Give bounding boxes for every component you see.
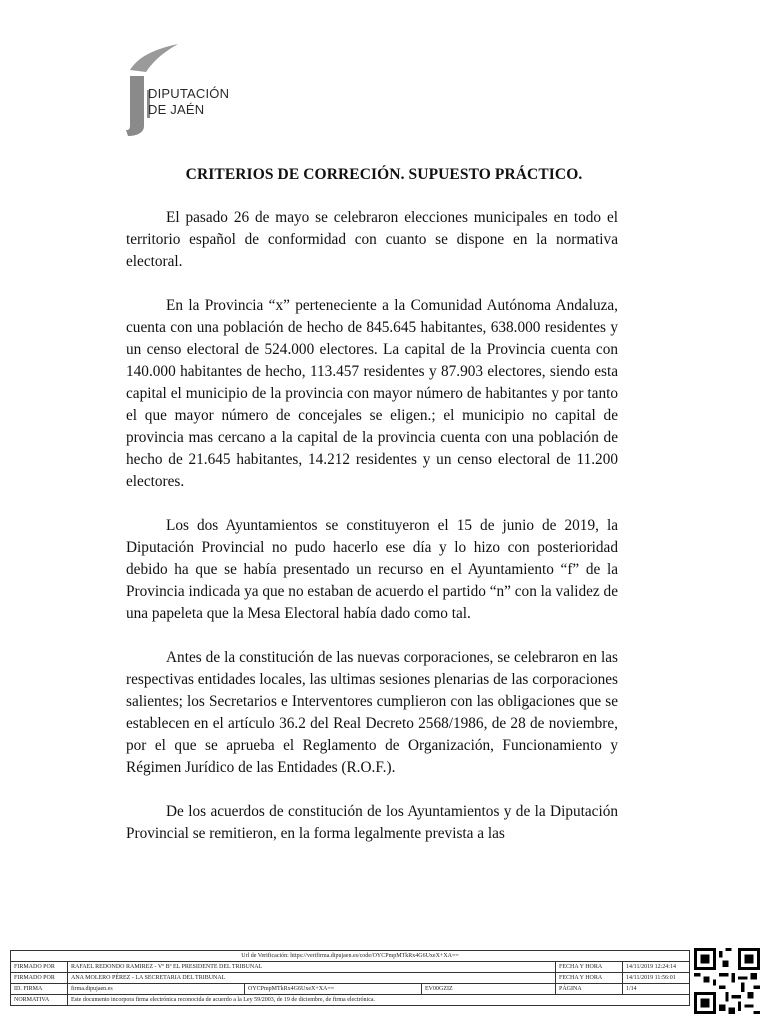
paragraph: Antes de la constitución de las nuevas corporaciones, se celebraron en las respectivas entidades locales, las ultimas sesiones plenarias de las corporaciones salientes; los Secretarios e Interventores cumplieron con las obligaciones que se establecen en el artículo 36.2 del Real Decreto 2568/1986, de 28 de noviembre, por el que se aprueba el Reglamento de Organización, Funcionamiento y Régimen Jurídico de las Entidades (R.O.F.). [126,649,618,776]
page-label: PÁGINA [556,984,623,995]
date-label: FECHA Y HORA [556,962,623,973]
document-body [126,207,618,867]
id-code: OYCPmpMTkRx4G6UxeX+XA== [245,984,422,995]
page-value: 1/14 [623,984,690,995]
id-label: ID. FIRMA [11,984,68,995]
normativa-label: NORMATIVA [11,995,68,1006]
qr-code-icon [694,948,760,1014]
logo-line-2: DE JAÉN [148,102,205,117]
paragraph: El pasado 26 de mayo se celebraron elecciones municipales en todo el territorio español de conformidad con cuanto se dispone en la normativa electoral. [126,209,618,270]
paragraph: Los dos Ayuntamientos se constituyeron el 15 de junio de 2019, la Diputación Provincial no pudo hacerlo ese día y lo hizo con posterioridad debido ha que se había presentado un recurso en el Ayuntamiento “f” de la Provincia indicada ya que no estaban de acuerdo el partido “n” con la validez de una papeleta que la Mesa Electoral había dado como tal. [126,517,618,622]
normativa-text: Este documento incorpora firma electrónica reconocida de acuerdo a la Ley 59/2003, de 19 de diciembre, de firma electrónica. [68,995,690,1006]
logo-wordmark [148,86,229,118]
signed-by-value: RAFAEL REDONDO RAMIREZ - Vº Bº EL PRESIDENTE DEL TRIBUNAL [68,962,556,973]
signed-by-value: ANA MOLERO PÉREZ - LA SECRETARIA DEL TRIBUNAL [68,973,556,984]
signed-by-label: FIRMADO POR [11,973,68,984]
logo-line-1: DIPUTACIÓN [148,86,230,101]
verification-url[interactable]: Url de Verificación: https://verifirma.dipujaen.es/code/OYCPmpMTkRx4G6UxeX+XA== [11,951,690,962]
signature-footer [10,950,690,1006]
date-value: 14/11/2019 12:24:14 [623,962,690,973]
id-ref: EV00GZIZ [422,984,556,995]
paragraph: De los acuerdos de constitución de los Ayuntamientos y de la Diputación Provincial se remitieron, en la forma legalmente prevista a las [126,803,618,842]
signed-by-label: FIRMADO POR [11,962,68,973]
id-site: firma.dipujaen.es [68,984,245,995]
date-value: 14/11/2019 11:56:01 [623,973,690,984]
paragraph: En la Provincia “x” perteneciente a la Comunidad Autónoma Andaluza, cuenta con una población de hecho de 845.645 habitantes, 638.000 residentes y un censo electoral de 524.000 electores. La capital de la Provincia cuenta con 140.000 habitantes de hecho, 113.457 residentes y 87.903 electores, siendo esta capital el municipio de la provincia con mayor número de habitantes y por tanto el que mayor número de concejales se eligen.; el municipio no capital de provincia mas cercano a la capital de la provincia cuenta con una población de hecho de 21.645 habitantes, 14.212 residentes y un censo electoral de 11.200 electores. [126,297,618,490]
document-title: CRITERIOS DE CORRECIÓN. SUPUESTO PRÁCTICO. [185,166,583,183]
date-label: FECHA Y HORA [556,973,623,984]
